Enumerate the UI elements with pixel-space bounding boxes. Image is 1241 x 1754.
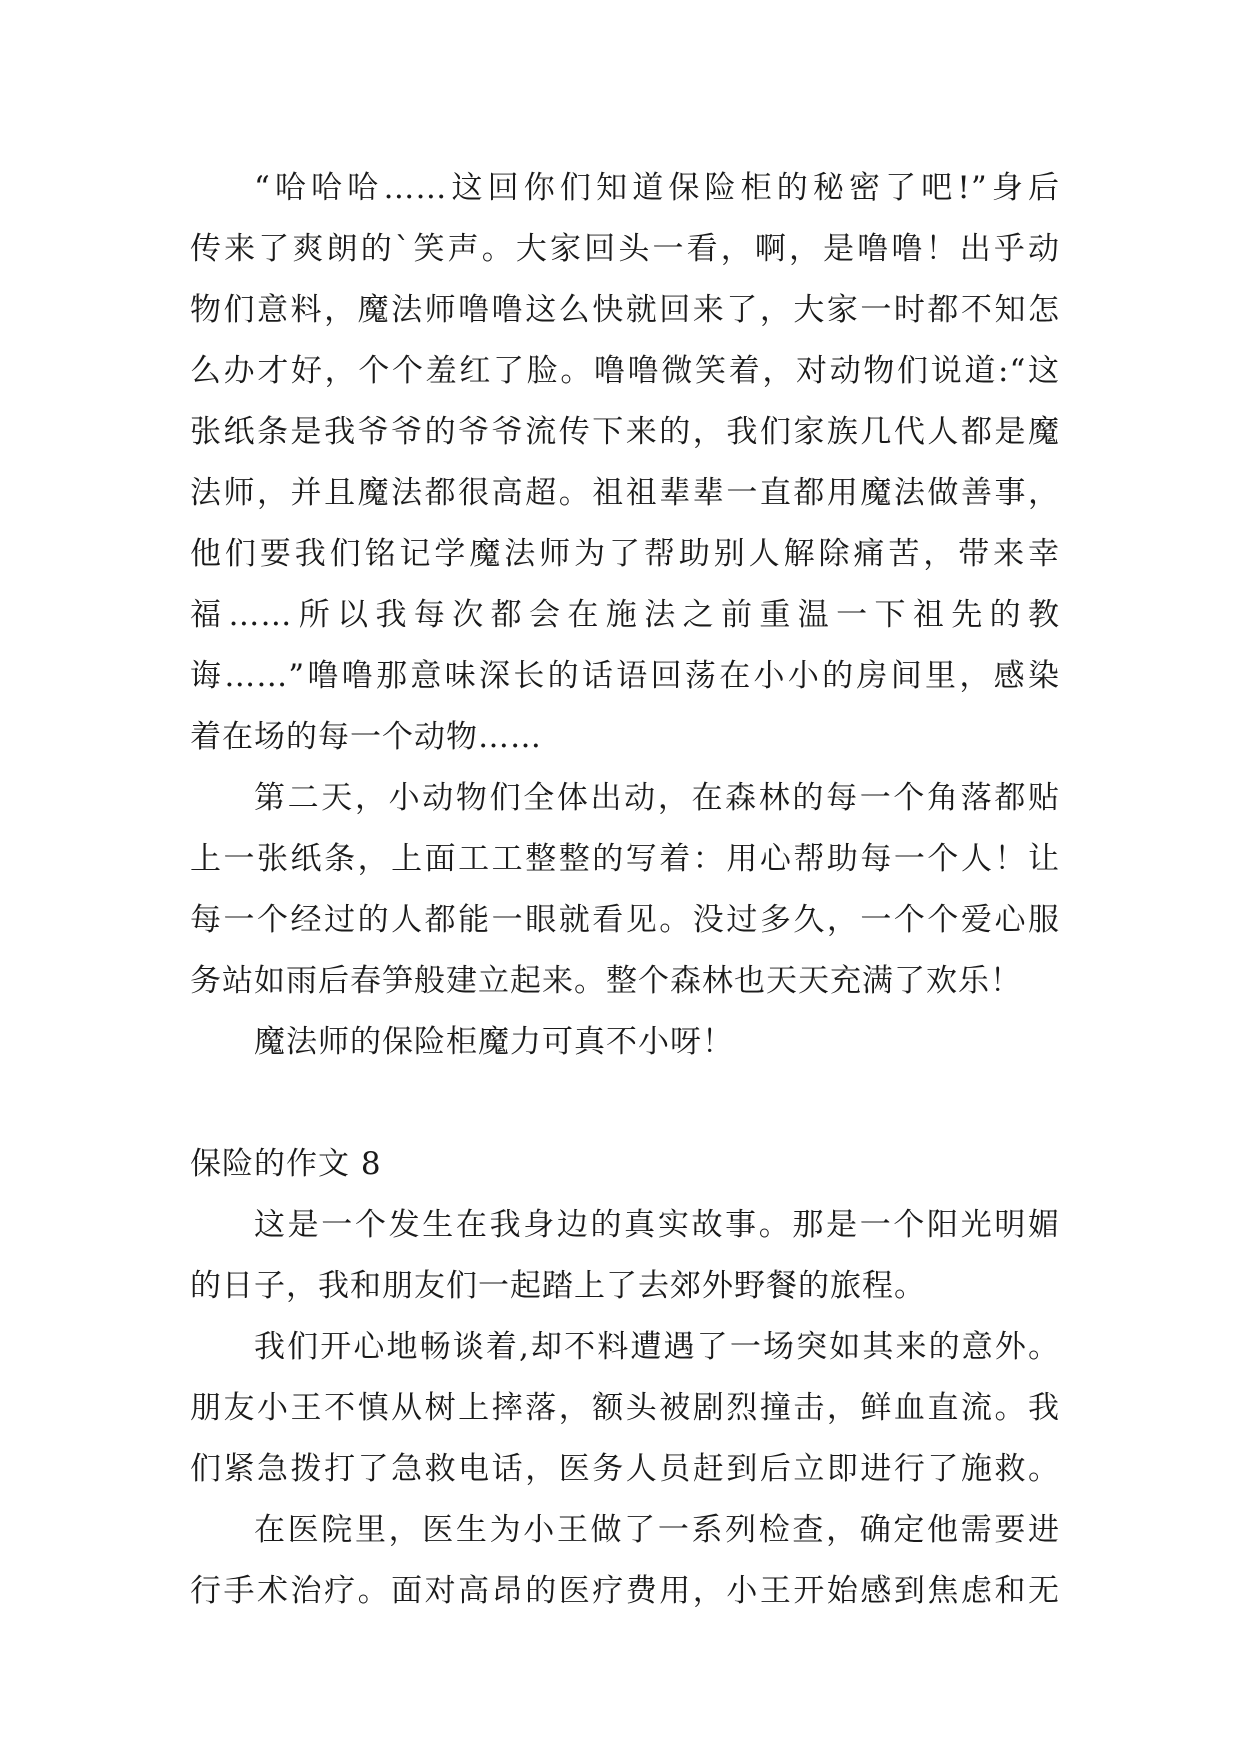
text-line: 他们要我们铭记学魔法师为了帮助别人解除痛苦，带来幸 [190,536,1060,572]
text-line: 福……所以我每次都会在施法之前重温一下祖先的教 [190,597,1060,633]
text-line: 物们意料，魔法师噜噜这么快就回来了，大家一时都不知怎 [190,292,1060,328]
text-line: “哈哈哈……这回你们知道保险柜的秘密了吧!”身后 [254,170,1060,206]
essay-paragraph-2 [190,1317,1060,1500]
essay-paragraph-1 [190,1195,1060,1317]
text-line: 这是一个发生在我身边的真实故事。那是一个阳光明媚 [254,1207,1060,1243]
essay-title: 保险的作文 8 [190,1146,382,1182]
text-line: 在医院里，医生为小王做了一系列检查，确定他需要进 [254,1512,1060,1548]
story-paragraph-1 [190,158,1060,768]
text-line: 上一张纸条，上面工工整整的写着：用心帮助每一个人！让 [190,841,1060,877]
text-line: 第二天，小动物们全体出动，在森林的每一个角落都贴 [254,780,1060,816]
text-line: 魔法师的保险柜魔力可真不小呀！ [254,1024,734,1060]
text-line: 张纸条是我爷爷的爷爷流传下来的，我们家族几代人都是魔 [190,414,1060,450]
text-line: 着在场的每一个动物…… [190,719,542,755]
text-line: 每一个经过的人都能一眼就看见。没过多久，一个个爱心服 [190,902,1060,938]
text-line: 务站如雨后春笋般建立起来。整个森林也天天充满了欢乐！ [190,963,1022,999]
document-page [190,158,1060,1622]
text-line: 我们开心地畅谈着,却不料遭遇了一场突如其来的意外。 [254,1329,1060,1365]
text-line: 传来了爽朗的`笑声。大家回头一看，啊，是噜噜！出乎动 [190,231,1060,267]
text-line: 行手术治疗。面对高昂的医疗费用，小王开始感到焦虑和无 [190,1573,1060,1609]
text-line: 诲……”噜噜那意味深长的话语回荡在小小的房间里，感染 [190,658,1060,694]
text-line: 们紧急拨打了急救电话，医务人员赶到后立即进行了施救。 [190,1451,1060,1487]
essay-paragraph-3 [190,1500,1060,1622]
story-paragraph-3 [190,1012,1060,1073]
story-paragraph-2 [190,768,1060,1012]
text-line: 朋友小王不慎从树上摔落，额头被剧烈撞击，鲜血直流。我 [190,1390,1060,1426]
section-gap [190,1073,1060,1134]
text-line: 么办才好，个个羞红了脸。噜噜微笑着，对动物们说道:“这 [190,353,1060,389]
text-line: 的日子，我和朋友们一起踏上了去郊外野餐的旅程。 [190,1268,926,1304]
text-line: 法师，并且魔法都很高超。祖祖辈辈一直都用魔法做善事， [190,475,1060,511]
